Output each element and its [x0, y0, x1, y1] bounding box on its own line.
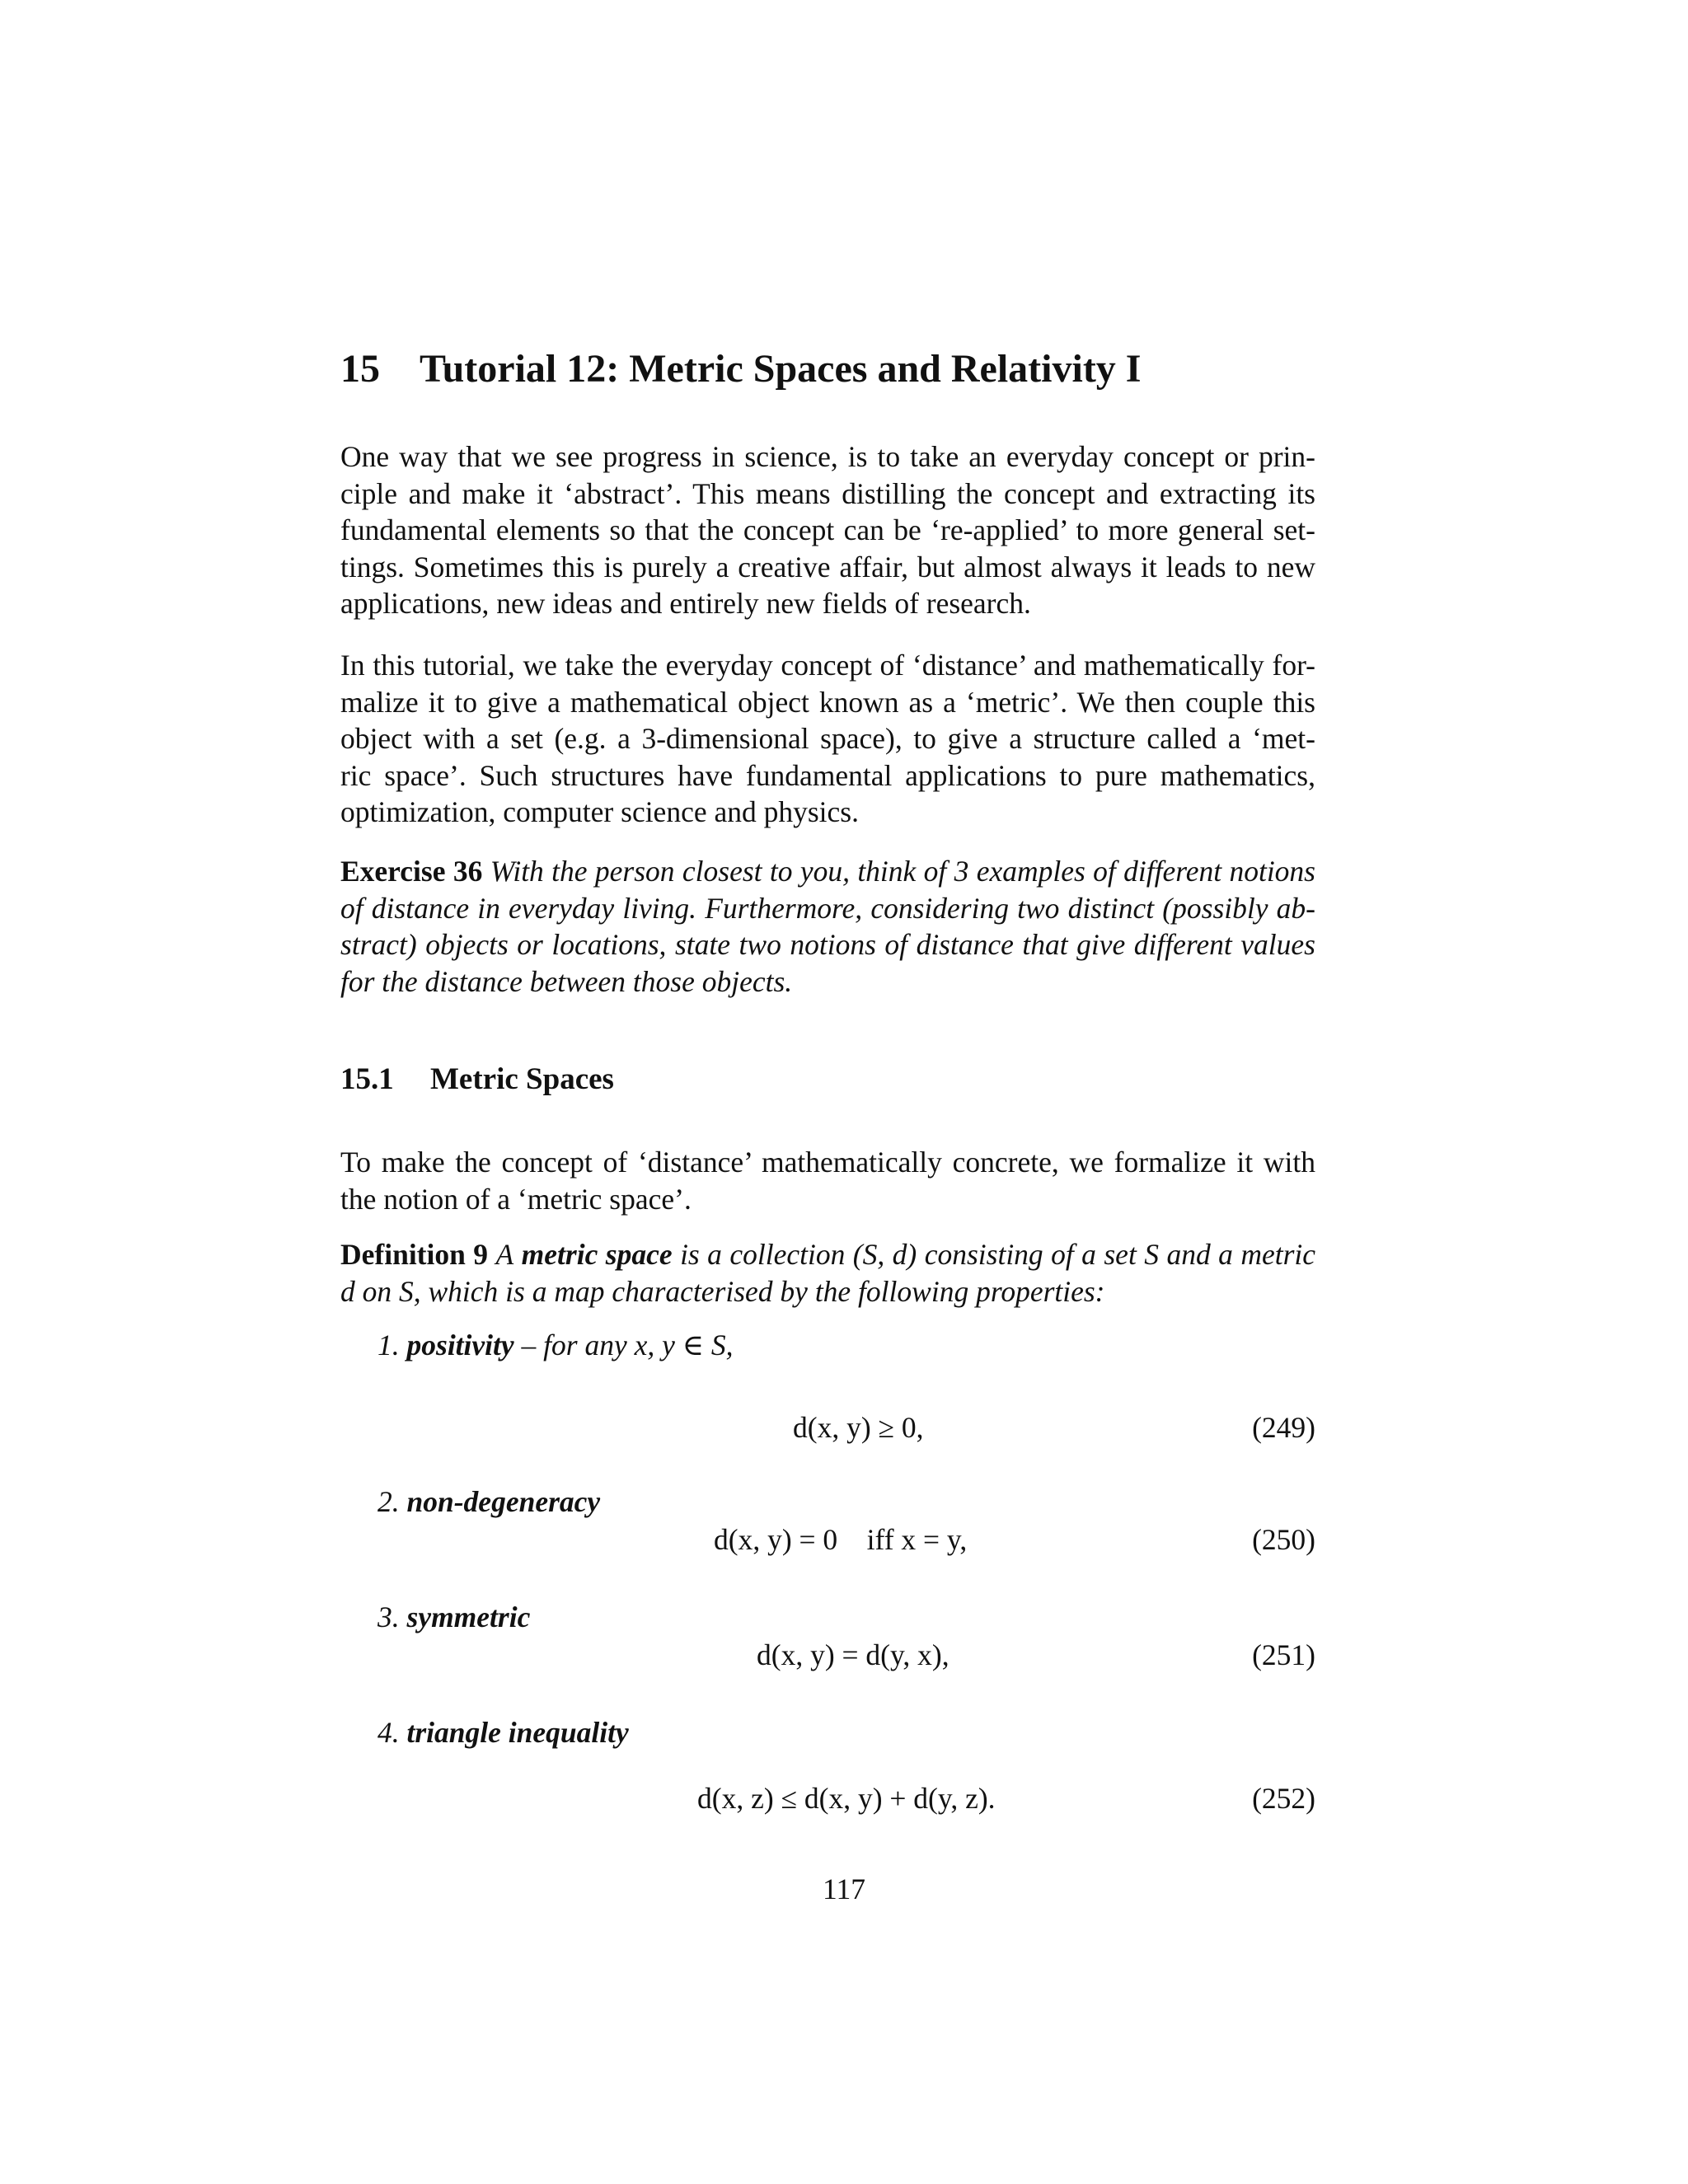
paragraph-line: object with a set (e.g. a 3-dimensional space), to give a structure called a ‘met-	[340, 722, 1315, 756]
property-symmetric	[377, 1599, 530, 1635]
definition-line: d on S, which is a map characterised by the following properties:	[340, 1274, 1105, 1308]
subsection-title	[340, 1059, 614, 1100]
section-number: 15	[340, 347, 380, 391]
exercise-text: With the person closest to you, think of 3 examples of different notions	[490, 855, 1315, 888]
equation-252: d(x, z) ≤ d(x, y) + d(y, z).	[697, 1782, 996, 1815]
paragraph-line: optimization, computer science and physics.	[340, 795, 859, 829]
paragraph-line: tings. Sometimes this is purely a creative affair, but almost always it leads to new	[340, 550, 1315, 583]
paragraph-line: applications, new ideas and entirely new fields of research.	[340, 587, 1031, 621]
property-name: triangle inequality	[406, 1716, 629, 1749]
equation-number: (252)	[1252, 1782, 1315, 1815]
property-triangle-inequality	[377, 1714, 629, 1750]
equation-number: (250)	[1252, 1523, 1315, 1556]
intro-paragraph-2	[340, 647, 1315, 831]
equation-number: (251)	[1252, 1638, 1315, 1671]
property-name: symmetric	[406, 1601, 531, 1633]
property-name: positivity	[406, 1329, 514, 1361]
paragraph-line: To make the concept of ‘distance’ mathematically concrete, we formalize it with	[340, 1146, 1315, 1179]
section-title	[340, 344, 1141, 394]
exercise-line: of distance in everyday living. Furthermore, considering two distinct (possibly ab-	[340, 891, 1315, 925]
intro-paragraph-1	[340, 438, 1315, 622]
list-index: 3.	[377, 1601, 400, 1633]
subsection-number: 15.1	[340, 1062, 394, 1096]
definition-label: Definition 9	[340, 1238, 489, 1271]
property-positivity	[377, 1327, 734, 1363]
equation-251: d(x, y) = d(y, x),	[757, 1638, 950, 1671]
exercise-36	[340, 853, 1315, 1000]
paragraph-line: ric space’. Such structures have fundamental applications to pure mathematics,	[340, 758, 1315, 792]
paragraph-line: malize it to give a mathematical object known as a ‘metric’. We then couple this	[340, 685, 1315, 719]
paragraph-line: fundamental elements so that the concept can be ‘re-applied’ to more general set-	[340, 513, 1315, 547]
list-index: 2.	[377, 1485, 400, 1518]
paragraph-line: the notion of a ‘metric space’.	[340, 1182, 692, 1216]
subsection-title-text: Metric Spaces	[430, 1062, 614, 1096]
page-number: 117	[823, 1872, 865, 1905]
equation-249: d(x, y) ≥ 0,	[793, 1411, 924, 1444]
definition-9	[340, 1236, 1315, 1310]
equation-number: (249)	[1252, 1411, 1315, 1444]
subsection-paragraph	[340, 1144, 1315, 1217]
property-non-degeneracy	[377, 1483, 600, 1520]
list-index: 1.	[377, 1329, 400, 1361]
paragraph-line: In this tutorial, we take the everyday concept of ‘distance’ and mathematically for-	[340, 649, 1315, 682]
paragraph-line: ciple and make it ‘abstract’. This means distilling the concept and extracting its	[340, 476, 1315, 510]
property-suffix: – for any x, y ∈ S,	[521, 1329, 734, 1361]
exercise-line: stract) objects or locations, state two notions of distance that give different values	[340, 928, 1315, 962]
paragraph-line: One way that we see progress in science, is to take an everyday concept or prin-	[340, 440, 1315, 473]
equation-250: d(x, y) = 0 iff x = y,	[714, 1523, 968, 1556]
section-title-text: Tutorial 12: Metric Spaces and Relativity I	[420, 347, 1142, 391]
definition-line: Definition 9 A metric space is a collection (S, d) consisting of a set S and a metric	[340, 1238, 1316, 1271]
property-name: non-degeneracy	[406, 1485, 601, 1518]
list-index: 4.	[377, 1716, 400, 1749]
exercise-label: Exercise 36	[340, 855, 483, 888]
exercise-line: for the distance between those objects.	[340, 964, 793, 998]
definition-term: metric space	[521, 1238, 673, 1271]
exercise-line	[340, 853, 1315, 890]
